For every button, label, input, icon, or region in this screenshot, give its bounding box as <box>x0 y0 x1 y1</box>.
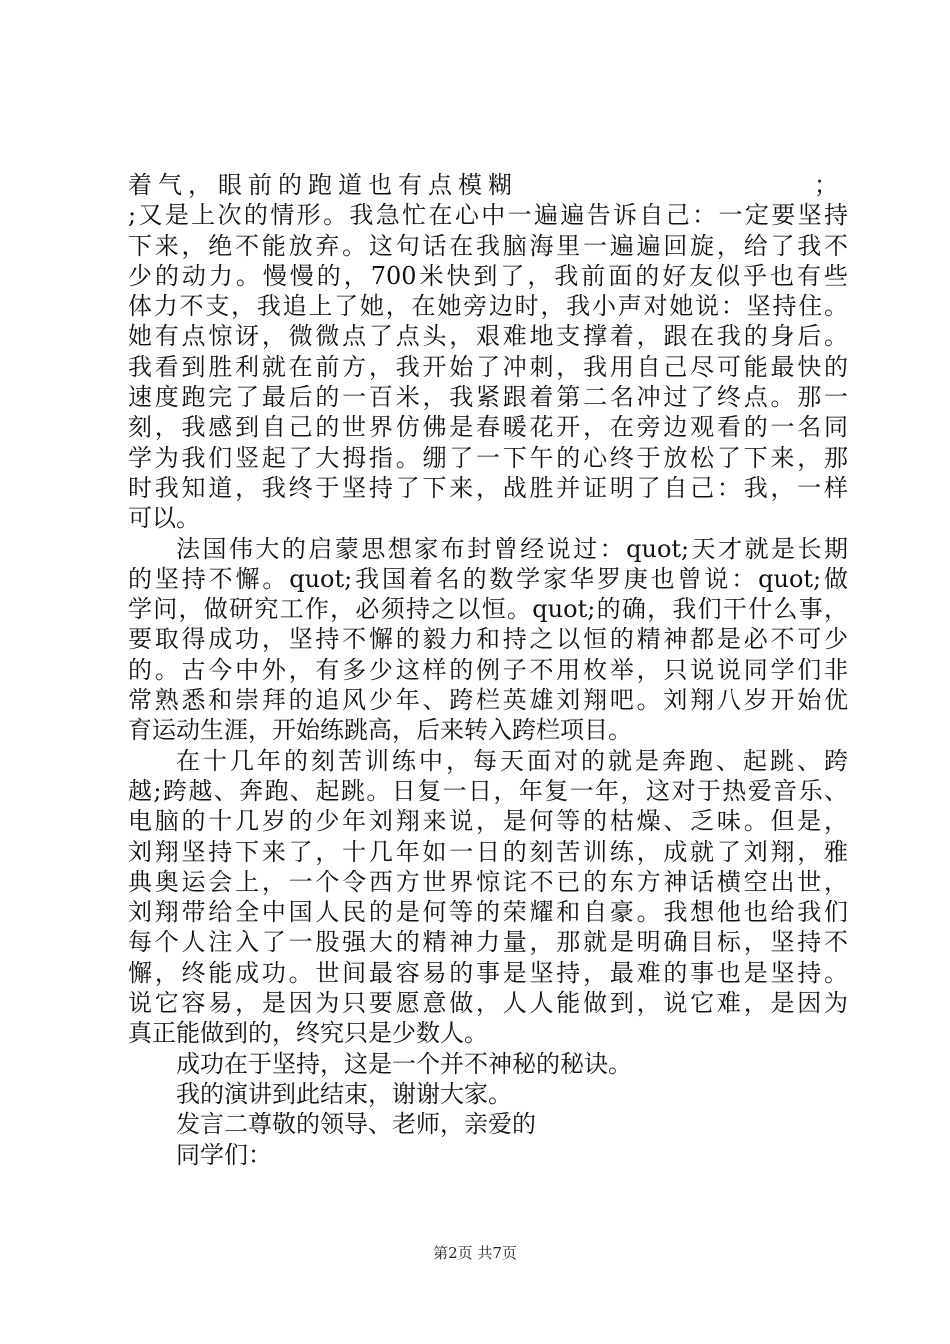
text-line: 典奥运会上，一个令西方世界惊诧不已的东方神话横空出世， <box>128 867 848 896</box>
text-line: 刻，我感到自己的世界仿佛是春暖花开，在旁边观看的一名同 <box>128 413 848 442</box>
text-line: 法国伟大的启蒙思想家布封曾经说过：quot;天才就是长期 <box>176 534 848 563</box>
text-line: 我看到胜利就在前方，我开始了冲刺，我用自己尽可能最快的 <box>128 352 848 381</box>
text-line: 下来，绝不能放弃。这句话在我脑海里一遍遍回旋，给了我不 <box>128 231 848 260</box>
text-line: ;又是上次的情形。我急忙在心中一遍遍告诉自己：一定要坚持 <box>128 201 848 230</box>
text-line: 说它容易，是因为只要愿意做，人人能做到，说它难，是因为 <box>128 989 848 1018</box>
text-line-first <box>128 170 848 200</box>
text-line: 刘翔带给全中国人民的是何等的荣耀和自豪。我想他也给我们 <box>128 898 848 927</box>
text-line: 懈，终能成功。世间最容易的事是坚持，最难的事也是坚持。 <box>128 958 848 987</box>
text-line: 电脑的十几岁的少年刘翔来说，是何等的枯燥、乏味。但是， <box>128 807 848 836</box>
text-line: 每个人注入了一股强大的精神力量，那就是明确目标，坚持不 <box>128 928 848 957</box>
text-line: 学为我们竖起了大拇指。绷了一下午的心终于放松了下来，那 <box>128 443 848 472</box>
text-line: 体力不支，我追上了她，在她旁边时，我小声对她说：坚持住。 <box>128 292 848 321</box>
text-line: 真正能做到的，终究只是少数人。 <box>128 1019 488 1048</box>
text-line: 时我知道，我终于坚持了下来，战胜并证明了自己：我，一样 <box>128 473 848 502</box>
text-line: 刘翔坚持下来了，十几年如一日的刻苦训练，成就了刘翔，雅 <box>128 837 848 866</box>
text-line: 越;跨越、奔跑、起跳。日复一日，年复一年，这对于热爱音乐、 <box>128 776 848 805</box>
text-line: 的。古今中外，有多少这样的例子不用枚举，只说说同学们非 <box>128 655 848 684</box>
text-line: 在十几年的刻苦训练中，每天面对的就是奔跑、起跳、跨 <box>176 746 848 775</box>
text-line: 发言二尊敬的领导、老师，亲爱的 <box>176 1110 536 1139</box>
text-line: 学问，做研究工作，必须持之以恒。quot;的确，我们干什么事， <box>128 595 848 624</box>
text-line: 可以。 <box>128 504 200 533</box>
text-line-first-trail: ； <box>814 171 844 199</box>
text-line: 成功在于坚持，这是一个并不神秘的秘诀。 <box>176 1049 632 1078</box>
text-line: 常熟悉和崇拜的追风少年、跨栏英雄刘翔吧。刘翔八岁开始优 <box>128 686 848 715</box>
text-line: 育运动生涯，开始练跳高，后来转入跨栏项目。 <box>128 716 632 745</box>
text-line: 同学们： <box>176 1140 272 1169</box>
text-line: 少的动力。慢慢的，700米快到了，我前面的好友似乎也有些 <box>128 261 848 290</box>
text-line: 她有点惊讶，微微点了点头，艰难地支撑着，跟在我的身后。 <box>128 322 848 351</box>
text-line: 的坚持不懈。quot;我国着名的数学家华罗庚也曾说：quot;做 <box>128 564 848 593</box>
text-line: 速度跑完了最后的一百米，我紧跟着第二名冲过了终点。那一 <box>128 383 848 412</box>
body-text <box>128 170 848 1170</box>
text-line: 我的演讲到此结束，谢谢大家。 <box>176 1079 512 1108</box>
text-line-first-content: 着气，眼前的跑道也有点模糊 <box>128 171 518 199</box>
page-footer: 第2页 共7页 <box>433 1244 517 1262</box>
text-line: 要取得成功，坚持不懈的毅力和持之以恒的精神都是必不可少 <box>128 625 848 654</box>
